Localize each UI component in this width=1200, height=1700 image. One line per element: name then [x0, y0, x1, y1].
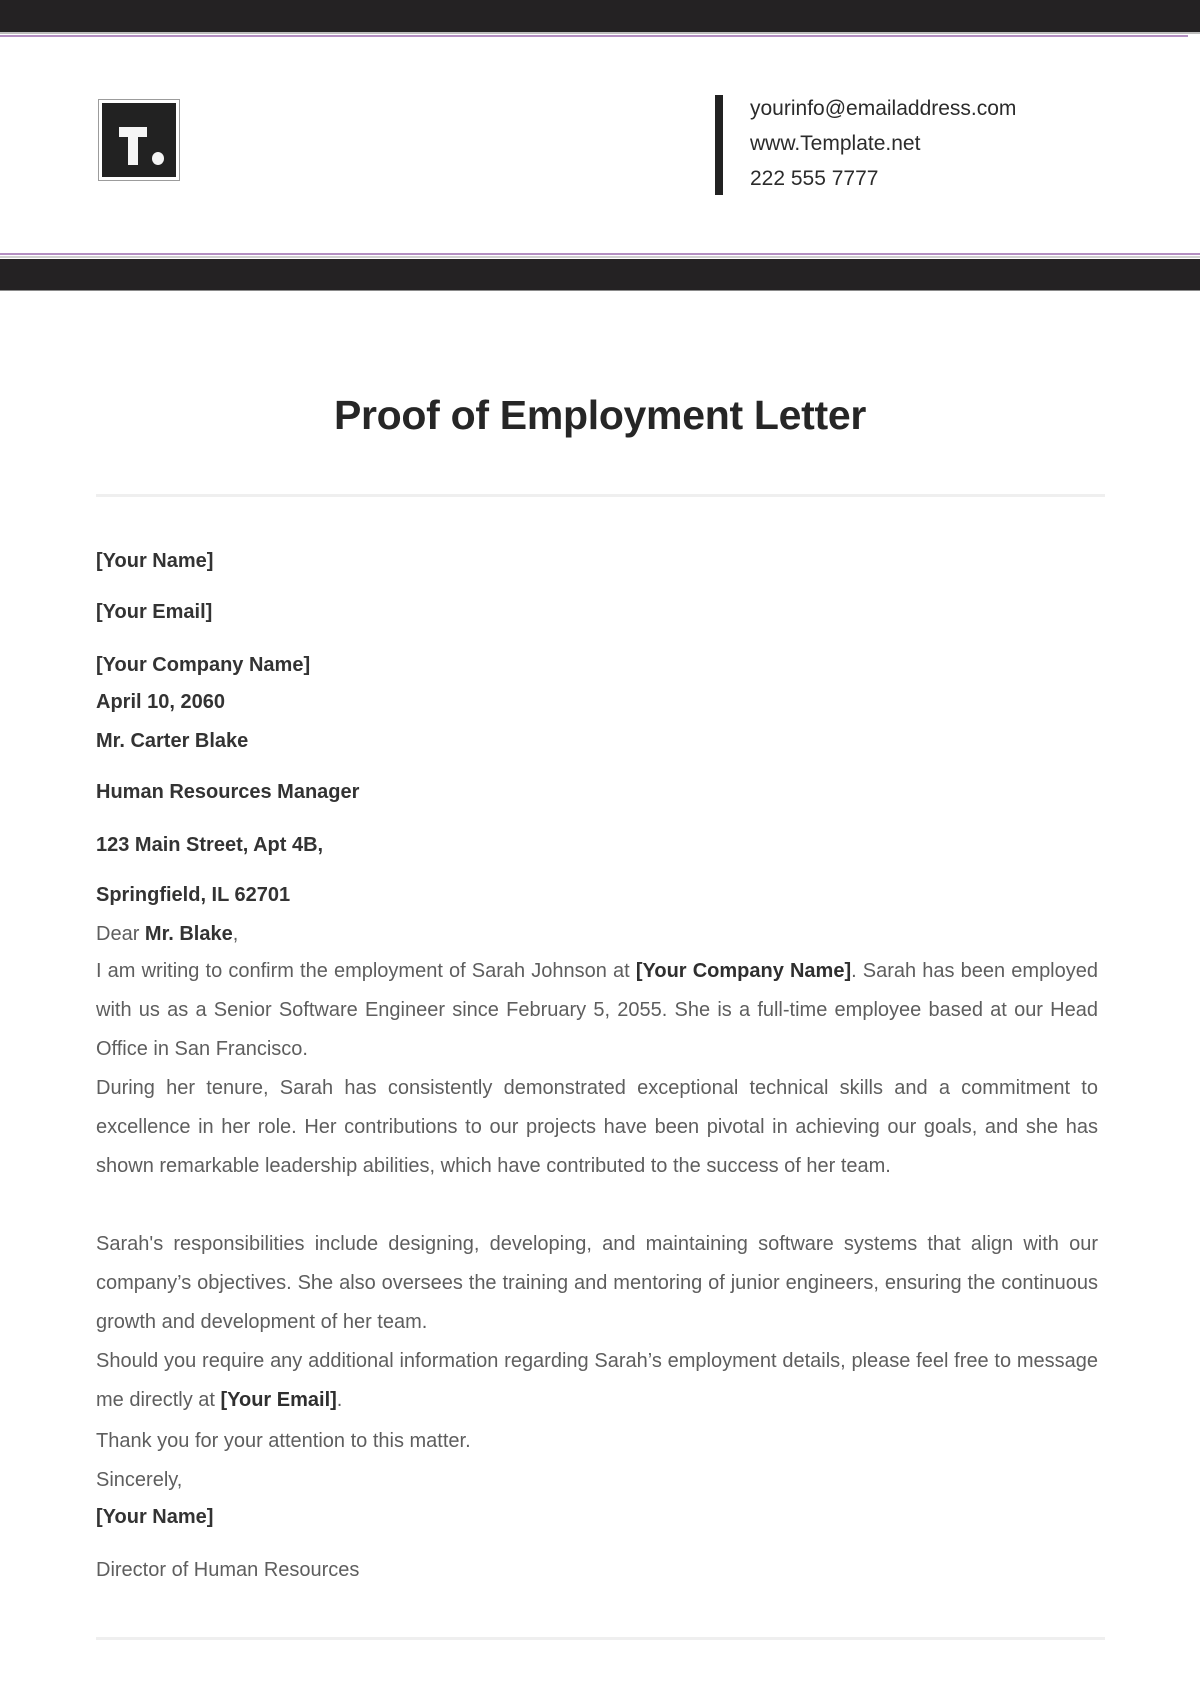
recipient-address-line1: 123 Main Street, Apt 4B, — [96, 834, 324, 856]
logo-t-icon — [102, 103, 176, 177]
header-top-bar — [0, 0, 1200, 32]
salutation-suffix: , — [232, 923, 239, 945]
recipient-name: Mr. Carter Blake — [96, 730, 249, 752]
paragraph-text: I am writing to confirm the employment of Sarah Johnson at — [96, 960, 636, 982]
paragraph-performance: During her tenure, Sarah has consistently demonstrated exceptional technical skills and a commitment to excellence in her role. Her contributions to our projects have been pivotal in achieving our goals, and she has shown remarkable leadership abilities, which have contributed to the success of her team. — [96, 1077, 1098, 1177]
sender-name: [Your Name] — [96, 550, 214, 572]
sender-company: [Your Company Name] — [96, 654, 311, 676]
contact-divider-bar — [715, 95, 723, 195]
contact-email: yourinfo@emailaddress.com — [750, 97, 1017, 120]
title-divider — [96, 494, 1105, 497]
closing-signoff: Sincerely, — [96, 1469, 183, 1491]
salutation-prefix: Dear — [96, 923, 145, 945]
header-bottom-accent-line — [0, 253, 1200, 255]
contact-phone: 222 555 7777 — [750, 167, 879, 190]
contact-website: www.Template.net — [750, 132, 921, 155]
contact-info — [750, 91, 1016, 196]
paragraph-contact — [96, 1342, 1098, 1420]
salutation — [96, 923, 238, 946]
email-placeholder: [Your Email] — [220, 1389, 337, 1411]
paragraph-text: . — [336, 1389, 343, 1411]
paragraph-text: . Sarah has been employed with us as a Senior Software Engineer since February 5, 2055. She is a full-time employee based at our Head Office in San Francisco. — [96, 960, 1098, 1060]
signer-name: [Your Name] — [96, 1506, 214, 1528]
recipient-title: Human Resources Manager — [96, 781, 360, 803]
recipient-address-line2: Springfield, IL 62701 — [96, 884, 291, 906]
signer-title: Director of Human Resources — [96, 1559, 360, 1581]
paragraph-confirmation — [96, 952, 1098, 1069]
header-bottom-rule — [0, 256, 1200, 258]
document-title: Proof of Employment Letter — [333, 392, 867, 438]
letter-date: April 10, 2060 — [96, 691, 225, 713]
footer-divider — [96, 1637, 1105, 1640]
company-logo — [98, 99, 180, 181]
salutation-name: Mr. Blake — [144, 923, 233, 945]
header-top-rule — [0, 32, 1200, 34]
paragraph-text: Should you require any additional information regarding Sarah’s employment details, please feel free to message me directly at — [96, 1350, 1098, 1411]
header-top-accent-line — [0, 35, 1188, 37]
closing-thanks: Thank you for your attention to this matter. — [96, 1430, 471, 1452]
sender-email: [Your Email] — [96, 601, 213, 623]
paragraph-responsibilities: Sarah's responsibilities include designing, developing, and maintaining software systems that align with our company’s objectives. She also oversees the training and mentoring of junior engineers, ensuring the continuous growth and development of her team. — [96, 1233, 1098, 1333]
company-placeholder: [Your Company Name] — [635, 960, 852, 982]
header-bottom-bar — [0, 259, 1200, 291]
